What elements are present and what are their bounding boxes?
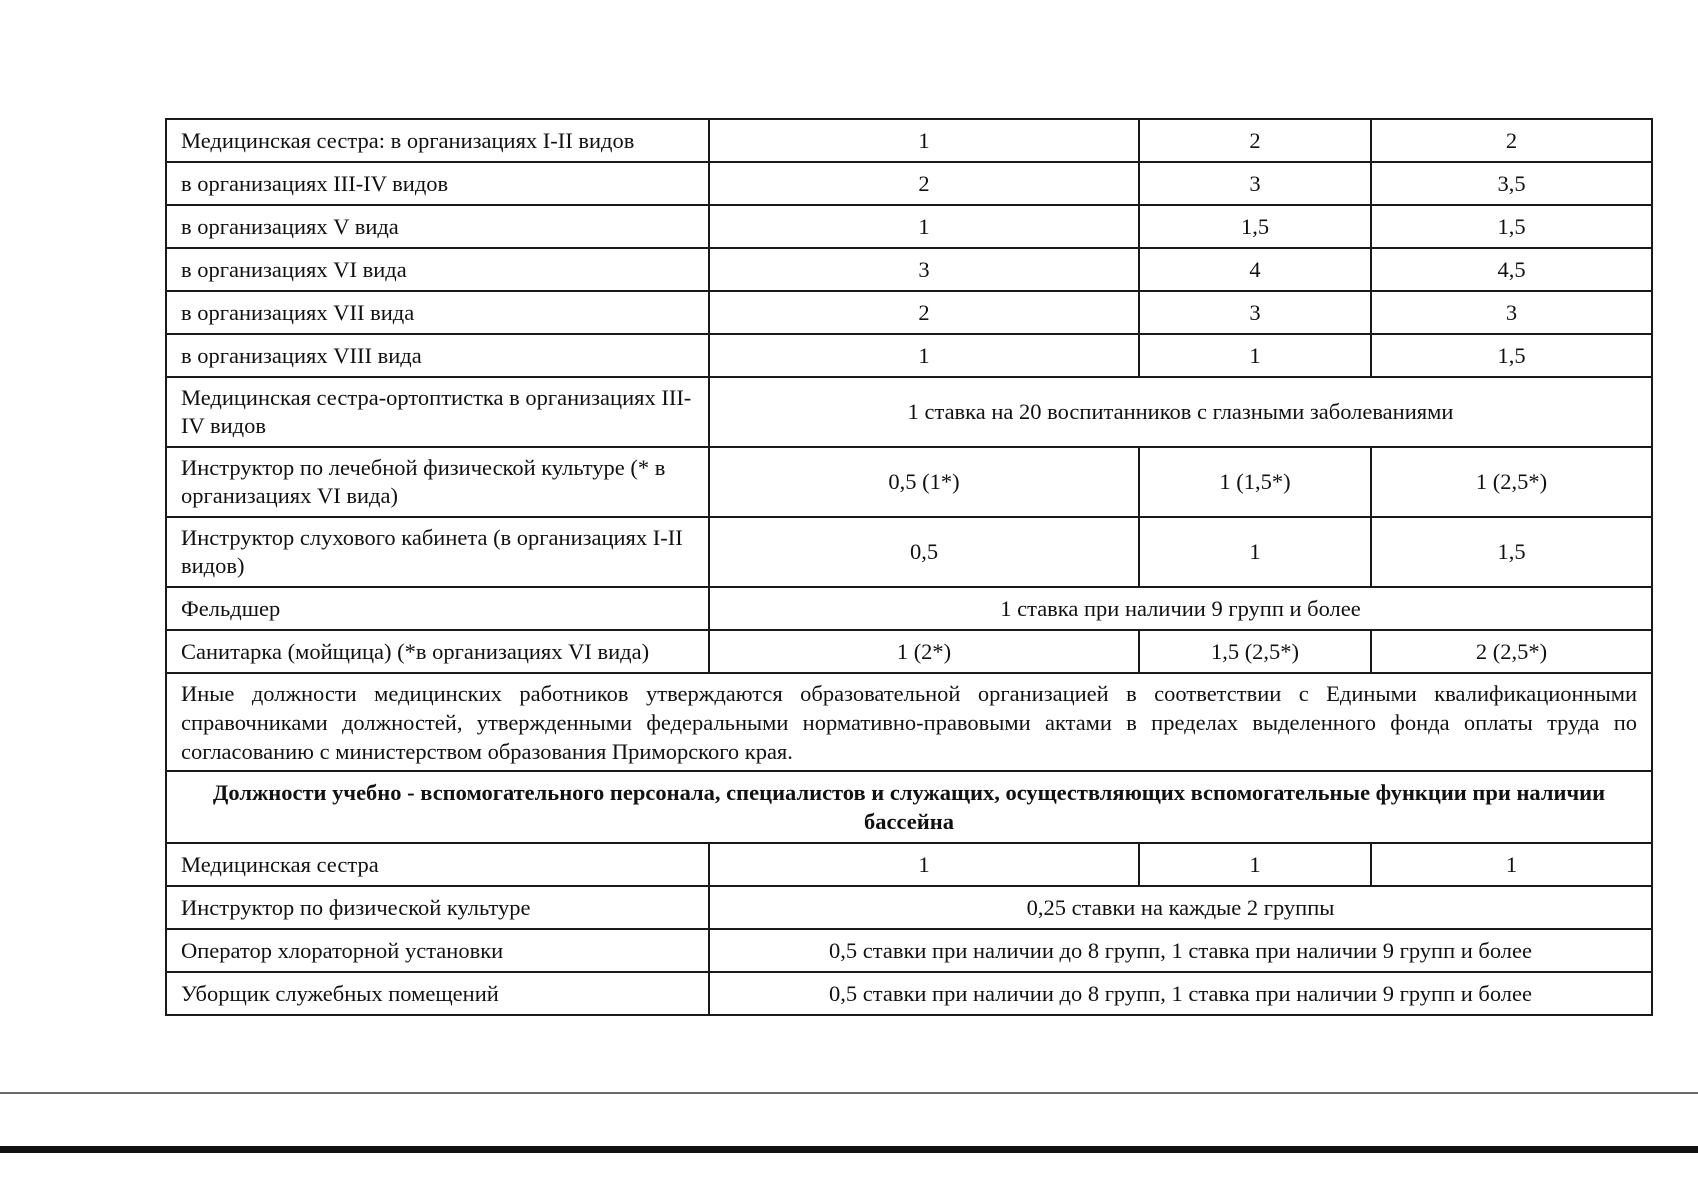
position-cell: Медицинская сестра [166, 843, 709, 886]
position-cell: Инструктор по физической культуре [166, 886, 709, 929]
value-cell: 2 [709, 291, 1139, 334]
value-cell: 1 (2*) [709, 630, 1139, 673]
value-cell: 1 [1371, 843, 1652, 886]
value-cell: 3 [1139, 291, 1371, 334]
value-cell: 1 (2,5*) [1371, 447, 1652, 517]
position-cell: в организациях VIII вида [166, 334, 709, 377]
position-cell: в организациях V вида [166, 205, 709, 248]
value-cell: 1 [709, 205, 1139, 248]
position-cell: Санитарка (мойщица) (*в организациях VI вида) [166, 630, 709, 673]
table-row [166, 587, 1652, 630]
merged-value-cell: 0,5 ставки при наличии до 8 групп, 1 ставка при наличии 9 групп и более [709, 972, 1652, 1015]
position-cell: Медицинская сестра: в организациях I-II видов [166, 119, 709, 162]
value-cell: 1 (1,5*) [1139, 447, 1371, 517]
value-cell: 0,5 (1*) [709, 447, 1139, 517]
value-cell: 2 (2,5*) [1371, 630, 1652, 673]
table-row [166, 972, 1652, 1015]
value-cell: 1 [709, 843, 1139, 886]
position-cell: в организациях VI вида [166, 248, 709, 291]
note-text: Иные должности медицинских работников утверждаются образовательной организацией в соответствии с Едиными квалификационными справочниками должностей, утвержденными федеральными нормативно-правовыми актами в пределах выделенного фонда оплаты труда по согласованию с министерством образования Приморского края. [166, 673, 1652, 771]
position-cell: Фельдшер [166, 587, 709, 630]
value-cell: 4 [1139, 248, 1371, 291]
table-row [166, 162, 1652, 205]
value-cell: 2 [709, 162, 1139, 205]
staffing-table-body [166, 119, 1652, 1015]
table-row [166, 291, 1652, 334]
position-cell: Медицинская сестра-ортоптистка в организациях III-IV видов [166, 377, 709, 447]
value-cell: 1 [709, 334, 1139, 377]
section-heading-row [166, 771, 1652, 843]
value-cell: 1 [709, 119, 1139, 162]
value-cell: 1 [1139, 334, 1371, 377]
table-row [166, 119, 1652, 162]
table-row [166, 205, 1652, 248]
table-row [166, 248, 1652, 291]
value-cell: 1,5 [1371, 517, 1652, 587]
table-row [166, 447, 1652, 517]
value-cell: 1 [1139, 843, 1371, 886]
position-cell: в организациях III-IV видов [166, 162, 709, 205]
staffing-table [165, 118, 1653, 1016]
note-row [166, 673, 1652, 771]
merged-value-cell: 1 ставка при наличии 9 групп и более [709, 587, 1652, 630]
divider-line-thick [0, 1146, 1698, 1153]
position-cell: Оператор хлораторной установки [166, 929, 709, 972]
value-cell: 3,5 [1371, 162, 1652, 205]
merged-value-cell: 0,25 ставки на каждые 2 группы [709, 886, 1652, 929]
divider-line [0, 1092, 1698, 1094]
value-cell: 1 [1139, 517, 1371, 587]
value-cell: 3 [1371, 291, 1652, 334]
table-row [166, 377, 1652, 447]
table-row [166, 334, 1652, 377]
merged-value-cell: 0,5 ставки при наличии до 8 групп, 1 ставка при наличии 9 групп и более [709, 929, 1652, 972]
table-row [166, 517, 1652, 587]
table-row [166, 886, 1652, 929]
table-row [166, 630, 1652, 673]
value-cell: 2 [1139, 119, 1371, 162]
table-row [166, 843, 1652, 886]
value-cell: 1,5 [1371, 205, 1652, 248]
value-cell: 3 [709, 248, 1139, 291]
section-heading: Должности учебно - вспомогательного персонала, специалистов и служащих, осуществляющих вспомогательные функции при наличии бассейна [166, 771, 1652, 843]
value-cell: 1,5 [1371, 334, 1652, 377]
position-cell: Инструктор по лечебной физической культуре (* в организациях VI вида) [166, 447, 709, 517]
value-cell: 2 [1371, 119, 1652, 162]
value-cell: 3 [1139, 162, 1371, 205]
value-cell: 0,5 [709, 517, 1139, 587]
value-cell: 1,5 (2,5*) [1139, 630, 1371, 673]
value-cell: 1,5 [1139, 205, 1371, 248]
position-cell: Уборщик служебных помещений [166, 972, 709, 1015]
value-cell: 4,5 [1371, 248, 1652, 291]
table-row [166, 929, 1652, 972]
position-cell: Инструктор слухового кабинета (в организациях I-II видов) [166, 517, 709, 587]
position-cell: в организациях VII вида [166, 291, 709, 334]
merged-value-cell: 1 ставка на 20 воспитанников с глазными заболеваниями [709, 377, 1652, 447]
